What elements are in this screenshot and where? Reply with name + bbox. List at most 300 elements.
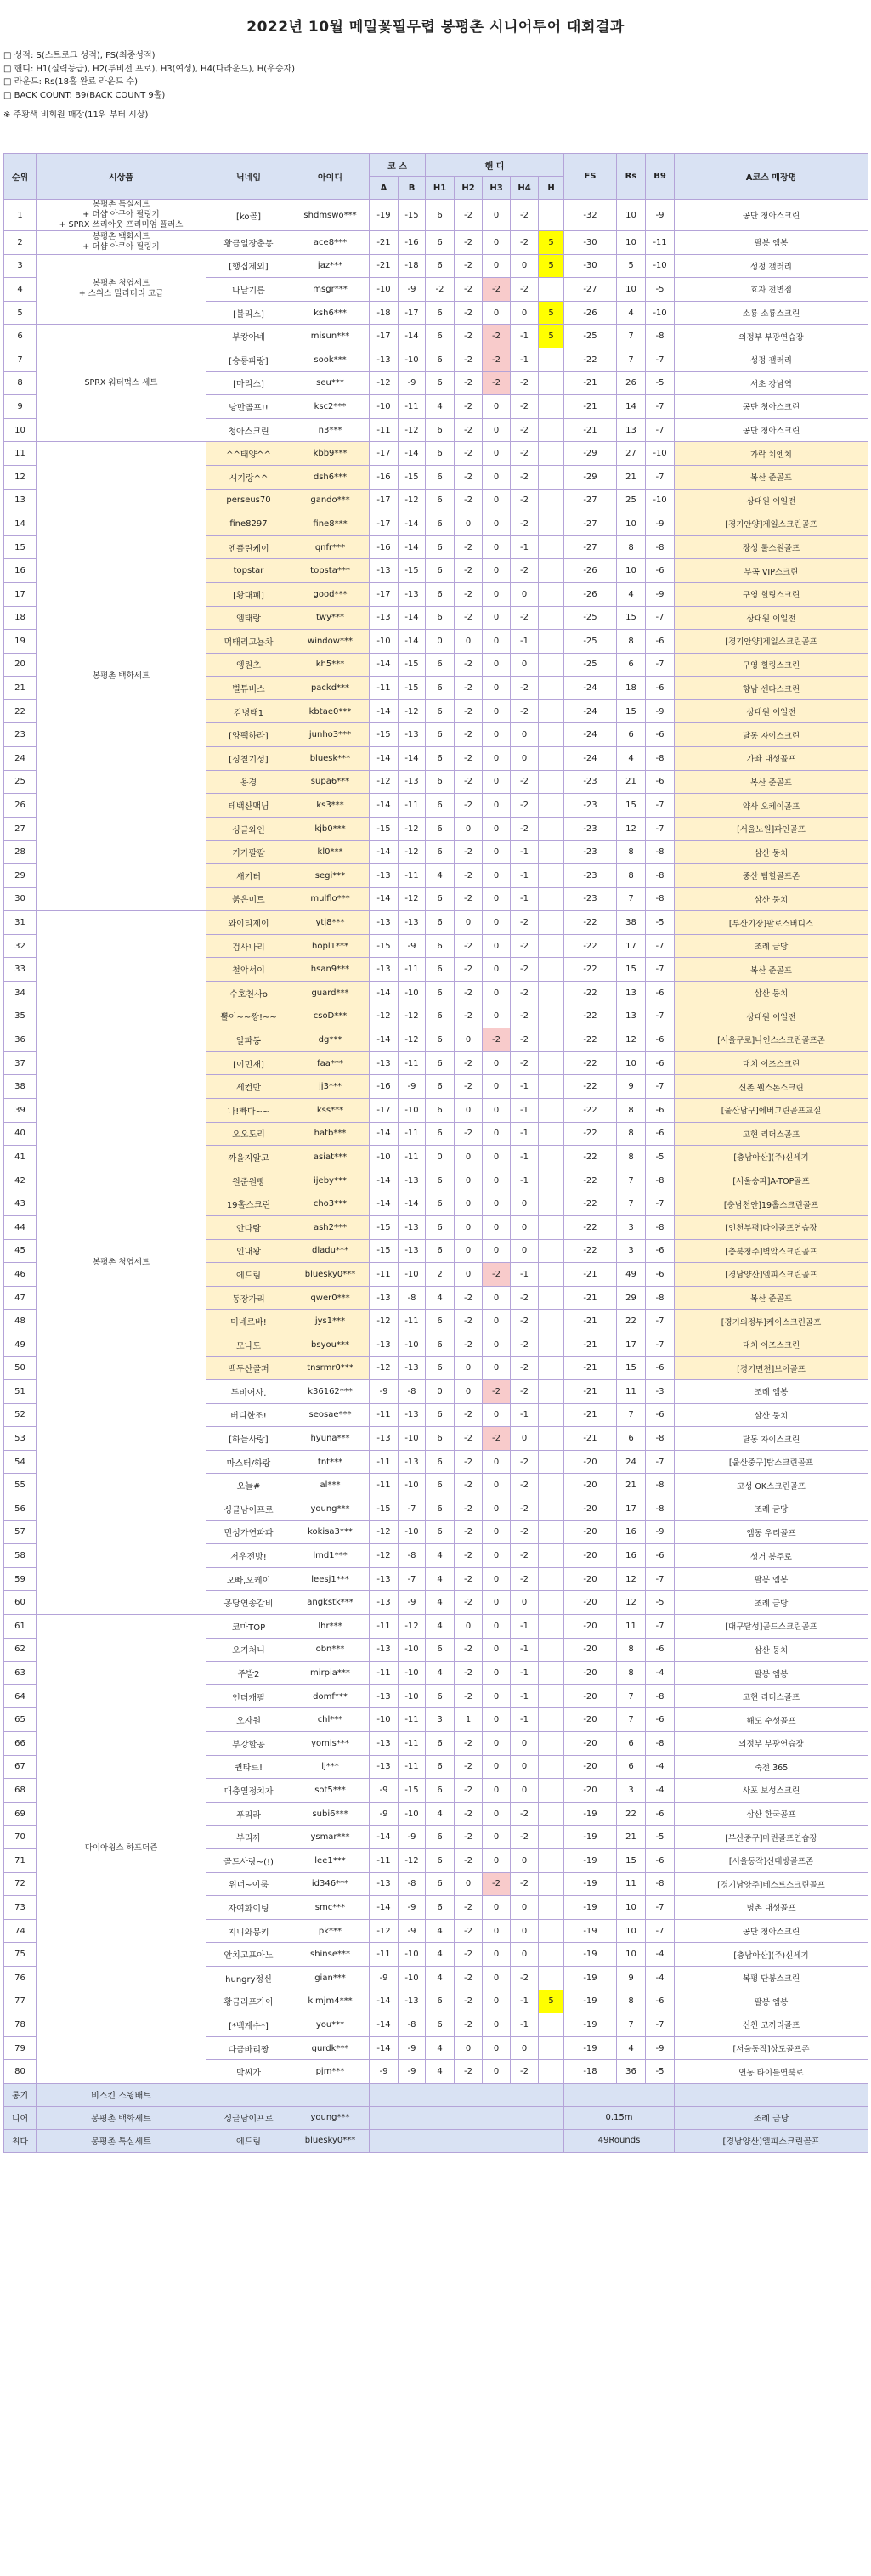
h-cell: [539, 1802, 564, 1826]
rank-cell: 64: [4, 1684, 37, 1708]
rs-cell: 18: [617, 677, 646, 700]
h2-cell: -2: [455, 1990, 483, 2013]
h3-cell: 0: [483, 301, 511, 325]
id-cell: kokisa3***: [291, 1520, 370, 1544]
course-a-cell: -13: [370, 1872, 399, 1896]
rank-cell: 40: [4, 1122, 37, 1146]
b9-cell: -7: [646, 395, 675, 419]
id-cell: dg***: [291, 1028, 370, 1052]
rank-cell: 19: [4, 630, 37, 654]
nickname-cell: 청아스크린: [206, 418, 291, 442]
b9-cell: -3: [646, 1380, 675, 1404]
id-cell: angkstk***: [291, 1591, 370, 1615]
legend-notes: [3, 49, 295, 122]
fs-cell: -19: [564, 1826, 617, 1849]
h1-cell: 6: [426, 1356, 455, 1380]
h3-cell: 0: [483, 723, 511, 747]
h-cell: [539, 2036, 564, 2060]
course-b-cell: -13: [399, 1990, 426, 2013]
store-cell: 조례 금당: [675, 934, 868, 958]
h2-cell: -2: [455, 794, 483, 818]
h-cell: [539, 1169, 564, 1192]
id-cell: gurdk***: [291, 2036, 370, 2060]
h3-cell: 0: [483, 1848, 511, 1872]
b9-cell: -8: [646, 1286, 675, 1310]
h2-cell: -2: [455, 1943, 483, 1967]
rank-cell: 12: [4, 465, 37, 489]
store-cell: [충남아산](주)신세기: [675, 1146, 868, 1169]
course-b-cell: -8: [399, 2013, 426, 2037]
h1-cell: 6: [426, 1403, 455, 1427]
rank-cell: 71: [4, 1848, 37, 1872]
h2-cell: 0: [455, 817, 483, 841]
rs-cell: 6: [617, 1427, 646, 1451]
b9-cell: -9: [646, 2036, 675, 2060]
h1-cell: 6: [426, 254, 455, 278]
nickname-cell: 부강할공: [206, 1732, 291, 1756]
h4-cell: 0: [511, 747, 539, 771]
store-cell: 구영 힐링스크린: [675, 653, 868, 677]
course-a-cell: -14: [370, 1896, 399, 1920]
rank-cell: 68: [4, 1779, 37, 1803]
h1-cell: 6: [426, 371, 455, 395]
course-a-cell: -12: [370, 1520, 399, 1544]
h2-cell: -2: [455, 418, 483, 442]
h1-cell: 6: [426, 1990, 455, 2013]
col-rs: Rs: [617, 154, 646, 200]
col-b9: B9: [646, 154, 675, 200]
award-label: 니어: [4, 2106, 37, 2129]
note-backcount: □ BACK COUNT: B9(BACK COUNT 9홀): [3, 90, 166, 100]
store-cell: 대치 이즈스크린: [675, 1051, 868, 1075]
col-fs: FS: [564, 154, 617, 200]
course-b-cell: -13: [399, 1356, 426, 1380]
h-cell: [539, 887, 564, 911]
h1-cell: 6: [426, 1427, 455, 1451]
prize-cell: 다이아윙스 하프더즌: [37, 1615, 206, 2084]
b9-cell: -8: [646, 887, 675, 911]
nickname-cell: 검사나리: [206, 934, 291, 958]
h3-cell: 0: [483, 1215, 511, 1239]
course-a-cell: -16: [370, 465, 399, 489]
id-cell: asiat***: [291, 1146, 370, 1169]
fs-cell: -22: [564, 1122, 617, 1146]
b9-cell: -8: [646, 1872, 675, 1896]
h3-cell: 0: [483, 1497, 511, 1521]
rank-cell: 61: [4, 1615, 37, 1639]
rs-cell: 24: [617, 1450, 646, 1474]
id-cell: lee1***: [291, 1848, 370, 1872]
col-course: 코 스: [370, 154, 426, 177]
rank-cell: 39: [4, 1098, 37, 1122]
h2-cell: -2: [455, 982, 483, 1005]
table-row: [4, 442, 868, 466]
h4-cell: -2: [511, 677, 539, 700]
h4-cell: 0: [511, 1591, 539, 1615]
course-b-cell: -13: [399, 1403, 426, 1427]
h2-cell: -2: [455, 1567, 483, 1591]
rs-cell: 9: [617, 1075, 646, 1099]
course-a-cell: -14: [370, 2013, 399, 2037]
h4-cell: 0: [511, 653, 539, 677]
h2-cell: 0: [455, 1098, 483, 1122]
nickname-cell: 동장가리: [206, 1286, 291, 1310]
b9-cell: -7: [646, 817, 675, 841]
h4-cell: -2: [511, 1497, 539, 1521]
award-nickname: [206, 2083, 291, 2106]
course-b-cell: -9: [399, 2060, 426, 2084]
h-cell: [539, 1215, 564, 1239]
h4-cell: -1: [511, 887, 539, 911]
fs-cell: -22: [564, 348, 617, 371]
course-a-cell: -19: [370, 200, 399, 231]
rs-cell: 7: [617, 325, 646, 348]
fs-cell: -30: [564, 254, 617, 278]
h1-cell: 4: [426, 395, 455, 419]
rank-cell: 60: [4, 1591, 37, 1615]
rs-cell: 8: [617, 1990, 646, 2013]
id-cell: supa6***: [291, 770, 370, 794]
b9-cell: -7: [646, 1075, 675, 1099]
nickname-cell: 엔플린케이: [206, 535, 291, 559]
h2-cell: -2: [455, 606, 483, 630]
course-b-cell: -10: [399, 1966, 426, 1990]
id-cell: chl***: [291, 1708, 370, 1732]
b9-cell: -6: [646, 1848, 675, 1872]
store-cell: 조례 금당: [675, 1591, 868, 1615]
nickname-cell: 안치고프아노: [206, 1943, 291, 1967]
course-b-cell: -12: [399, 699, 426, 723]
h2-cell: -2: [455, 1848, 483, 1872]
h4-cell: -1: [511, 1263, 539, 1287]
rs-cell: 21: [617, 770, 646, 794]
fs-cell: -21: [564, 1263, 617, 1287]
h4-cell: -2: [511, 934, 539, 958]
store-cell: [충북청주]벽악스크린골프: [675, 1239, 868, 1263]
fs-cell: -19: [564, 1919, 617, 1943]
h1-cell: 6: [426, 348, 455, 371]
id-cell: dsh6***: [291, 465, 370, 489]
course-a-cell: -9: [370, 1779, 399, 1803]
course-b-cell: -11: [399, 1146, 426, 1169]
rank-cell: 62: [4, 1638, 37, 1662]
h-cell: [539, 1966, 564, 1990]
h-cell: [539, 559, 564, 583]
course-b-cell: -14: [399, 606, 426, 630]
rs-cell: 16: [617, 1520, 646, 1544]
rs-cell: 22: [617, 1310, 646, 1333]
nickname-cell: 까을지알고: [206, 1146, 291, 1169]
h3-cell: 0: [483, 1098, 511, 1122]
h1-cell: 6: [426, 1122, 455, 1146]
rank-cell: 49: [4, 1333, 37, 1356]
h2-cell: -2: [455, 1591, 483, 1615]
rs-cell: 15: [617, 1848, 646, 1872]
course-b-cell: -9: [399, 2036, 426, 2060]
nickname-cell: 미네르바!: [206, 1310, 291, 1333]
h4-cell: -2: [511, 442, 539, 466]
id-cell: jj3***: [291, 1075, 370, 1099]
h-cell: 5: [539, 325, 564, 348]
b9-cell: -7: [646, 1567, 675, 1591]
id-cell: pjm***: [291, 2060, 370, 2084]
nickname-cell: [하늘사랑]: [206, 1427, 291, 1451]
b9-cell: -8: [646, 1215, 675, 1239]
h4-cell: -2: [511, 1333, 539, 1356]
store-cell: 사포 보성스크린: [675, 1779, 868, 1803]
rs-cell: 8: [617, 864, 646, 888]
note-score: □ 성적: S(스트로크 성적), FS(최종성적): [3, 51, 156, 60]
course-b-cell: -13: [399, 911, 426, 935]
nickname-cell: [이민재]: [206, 1051, 291, 1075]
table-row: [4, 254, 868, 278]
course-b-cell: -12: [399, 1005, 426, 1028]
b9-cell: -7: [646, 1919, 675, 1943]
course-a-cell: -21: [370, 231, 399, 255]
course-a-cell: -14: [370, 1990, 399, 2013]
b9-cell: -8: [646, 841, 675, 864]
fs-cell: -20: [564, 1497, 617, 1521]
h2-cell: -2: [455, 1051, 483, 1075]
rs-cell: 16: [617, 1544, 646, 1568]
h-cell: [539, 1684, 564, 1708]
b9-cell: -4: [646, 1943, 675, 1967]
fs-cell: -21: [564, 1427, 617, 1451]
id-cell: guard***: [291, 982, 370, 1005]
b9-cell: -6: [646, 1239, 675, 1263]
h1-cell: 6: [426, 1848, 455, 1872]
h4-cell: 0: [511, 1919, 539, 1943]
rank-cell: 65: [4, 1708, 37, 1732]
course-b-cell: -9: [399, 1919, 426, 1943]
h1-cell: 6: [426, 1732, 455, 1756]
course-b-cell: -12: [399, 418, 426, 442]
course-a-cell: -12: [370, 1919, 399, 1943]
id-cell: jys1***: [291, 1310, 370, 1333]
id-cell: packd***: [291, 677, 370, 700]
b9-cell: -7: [646, 1310, 675, 1333]
course-a-cell: -13: [370, 1567, 399, 1591]
rank-cell: 10: [4, 418, 37, 442]
store-cell: 공단 청아스크린: [675, 1919, 868, 1943]
nickname-cell: 저우전방!: [206, 1544, 291, 1568]
h3-cell: 0: [483, 1544, 511, 1568]
h4-cell: -2: [511, 1051, 539, 1075]
nickname-cell: 박씨가: [206, 2060, 291, 2084]
id-cell: kbtae0***: [291, 699, 370, 723]
fs-cell: -20: [564, 1474, 617, 1497]
id-cell: smc***: [291, 1896, 370, 1920]
h1-cell: 6: [426, 1450, 455, 1474]
h1-cell: 6: [426, 677, 455, 700]
course-b-cell: -13: [399, 1215, 426, 1239]
nickname-cell: 버디한조!: [206, 1403, 291, 1427]
h4-cell: 0: [511, 1732, 539, 1756]
course-a-cell: -12: [370, 1544, 399, 1568]
course-b-cell: -8: [399, 1544, 426, 1568]
fs-cell: -22: [564, 934, 617, 958]
id-cell: topsta***: [291, 559, 370, 583]
course-b-cell: -13: [399, 1450, 426, 1474]
h3-cell: 0: [483, 1333, 511, 1356]
rank-cell: 37: [4, 1051, 37, 1075]
course-a-cell: -14: [370, 794, 399, 818]
course-b-cell: -7: [399, 1567, 426, 1591]
course-b-cell: -10: [399, 1802, 426, 1826]
store-cell: 삼산 뭉치: [675, 982, 868, 1005]
b9-cell: -10: [646, 442, 675, 466]
id-cell: domf***: [291, 1684, 370, 1708]
course-a-cell: -10: [370, 1146, 399, 1169]
rank-cell: 56: [4, 1497, 37, 1521]
course-a-cell: -14: [370, 887, 399, 911]
h1-cell: 3: [426, 1708, 455, 1732]
nickname-cell: 오기처니: [206, 1638, 291, 1662]
h-cell: [539, 653, 564, 677]
fs-cell: -19: [564, 1966, 617, 1990]
rank-cell: 69: [4, 1802, 37, 1826]
h1-cell: 4: [426, 1615, 455, 1639]
h1-cell: 6: [426, 1520, 455, 1544]
nickname-cell: 부캉아네: [206, 325, 291, 348]
h3-cell: 0: [483, 934, 511, 958]
prize-cell: 봉평촌 청엽세트: [37, 911, 206, 1615]
rs-cell: 15: [617, 606, 646, 630]
h4-cell: -1: [511, 1638, 539, 1662]
course-a-cell: -15: [370, 1497, 399, 1521]
id-cell: sook***: [291, 348, 370, 371]
h2-cell: -2: [455, 1919, 483, 1943]
fs-cell: -22: [564, 911, 617, 935]
rs-cell: 8: [617, 1146, 646, 1169]
h3-cell: 0: [483, 1919, 511, 1943]
h2-cell: -2: [455, 1684, 483, 1708]
rank-cell: 38: [4, 1075, 37, 1099]
rs-cell: 8: [617, 841, 646, 864]
course-a-cell: -17: [370, 489, 399, 512]
store-cell: [대구달성]골드스크린골프: [675, 1615, 868, 1639]
b9-cell: -7: [646, 1005, 675, 1028]
h-cell: [539, 1333, 564, 1356]
h3-cell: 0: [483, 1732, 511, 1756]
nickname-cell: [ko골]: [206, 200, 291, 231]
fs-cell: -24: [564, 699, 617, 723]
store-cell: 고현 리더스골프: [675, 1684, 868, 1708]
h3-cell: 0: [483, 489, 511, 512]
rs-cell: 15: [617, 958, 646, 982]
fs-cell: -25: [564, 325, 617, 348]
rs-cell: 10: [617, 1896, 646, 1920]
fs-cell: -20: [564, 1708, 617, 1732]
h4-cell: -2: [511, 1005, 539, 1028]
rs-cell: 10: [617, 512, 646, 536]
h1-cell: 6: [426, 723, 455, 747]
b9-cell: -5: [646, 371, 675, 395]
h1-cell: 0: [426, 1146, 455, 1169]
h1-cell: 4: [426, 1943, 455, 1967]
store-cell: 조례 금당: [675, 1497, 868, 1521]
b9-cell: -9: [646, 699, 675, 723]
course-b-cell: -8: [399, 1380, 426, 1404]
rank-cell: 45: [4, 1239, 37, 1263]
h-cell: [539, 1403, 564, 1427]
rank-cell: 11: [4, 442, 37, 466]
rank-cell: 79: [4, 2036, 37, 2060]
store-cell: [서울동작]신대방골프존: [675, 1848, 868, 1872]
course-b-cell: -12: [399, 817, 426, 841]
rs-cell: 8: [617, 535, 646, 559]
id-cell: kbb9***: [291, 442, 370, 466]
h1-cell: 6: [426, 1051, 455, 1075]
rs-cell: 6: [617, 653, 646, 677]
fs-cell: -25: [564, 606, 617, 630]
course-b-cell: -15: [399, 200, 426, 231]
col-rank: 순위: [4, 154, 37, 200]
h-cell: [539, 1567, 564, 1591]
store-cell: 팔봉 엠봉: [675, 1567, 868, 1591]
course-b-cell: -10: [399, 348, 426, 371]
rank-cell: 47: [4, 1286, 37, 1310]
h4-cell: -2: [511, 1826, 539, 1849]
award-id: [291, 2083, 370, 2106]
table-row: [4, 911, 868, 935]
table-row: [4, 231, 868, 255]
store-cell: 상대원 이일전: [675, 699, 868, 723]
h2-cell: -2: [455, 1638, 483, 1662]
course-a-cell: -11: [370, 677, 399, 700]
h1-cell: 6: [426, 1192, 455, 1216]
h-cell: [539, 371, 564, 395]
course-b-cell: -9: [399, 278, 426, 302]
rs-cell: 49: [617, 1263, 646, 1287]
nickname-cell: 오자원: [206, 1708, 291, 1732]
h2-cell: -2: [455, 958, 483, 982]
h3-cell: 0: [483, 770, 511, 794]
h1-cell: 4: [426, 1591, 455, 1615]
course-b-cell: -13: [399, 770, 426, 794]
nickname-cell: [행집제외]: [206, 254, 291, 278]
course-a-cell: -13: [370, 1732, 399, 1756]
store-cell: [충남천안]19홀스크린골프: [675, 1192, 868, 1216]
course-a-cell: -21: [370, 254, 399, 278]
nickname-cell: 싱글와인: [206, 817, 291, 841]
fs-cell: -21: [564, 1356, 617, 1380]
course-a-cell: -11: [370, 1474, 399, 1497]
rank-cell: 13: [4, 489, 37, 512]
rank-cell: 25: [4, 770, 37, 794]
nickname-cell: 엥원초: [206, 653, 291, 677]
h4-cell: -2: [511, 231, 539, 255]
rs-cell: 8: [617, 1098, 646, 1122]
store-cell: 팔봉 엠봉: [675, 1662, 868, 1685]
h-cell: [539, 418, 564, 442]
h3-cell: 0: [483, 630, 511, 654]
h3-cell: 0: [483, 1638, 511, 1662]
h-cell: [539, 1708, 564, 1732]
nickname-cell: 모나도: [206, 1333, 291, 1356]
h4-cell: -2: [511, 699, 539, 723]
course-a-cell: -17: [370, 582, 399, 606]
rs-cell: 22: [617, 1802, 646, 1826]
b9-cell: -9: [646, 582, 675, 606]
rs-cell: 7: [617, 1192, 646, 1216]
h1-cell: 6: [426, 1896, 455, 1920]
h1-cell: 6: [426, 1005, 455, 1028]
rank-cell: 66: [4, 1732, 37, 1756]
rank-cell: 73: [4, 1896, 37, 1920]
rs-cell: 21: [617, 465, 646, 489]
h4-cell: -1: [511, 841, 539, 864]
